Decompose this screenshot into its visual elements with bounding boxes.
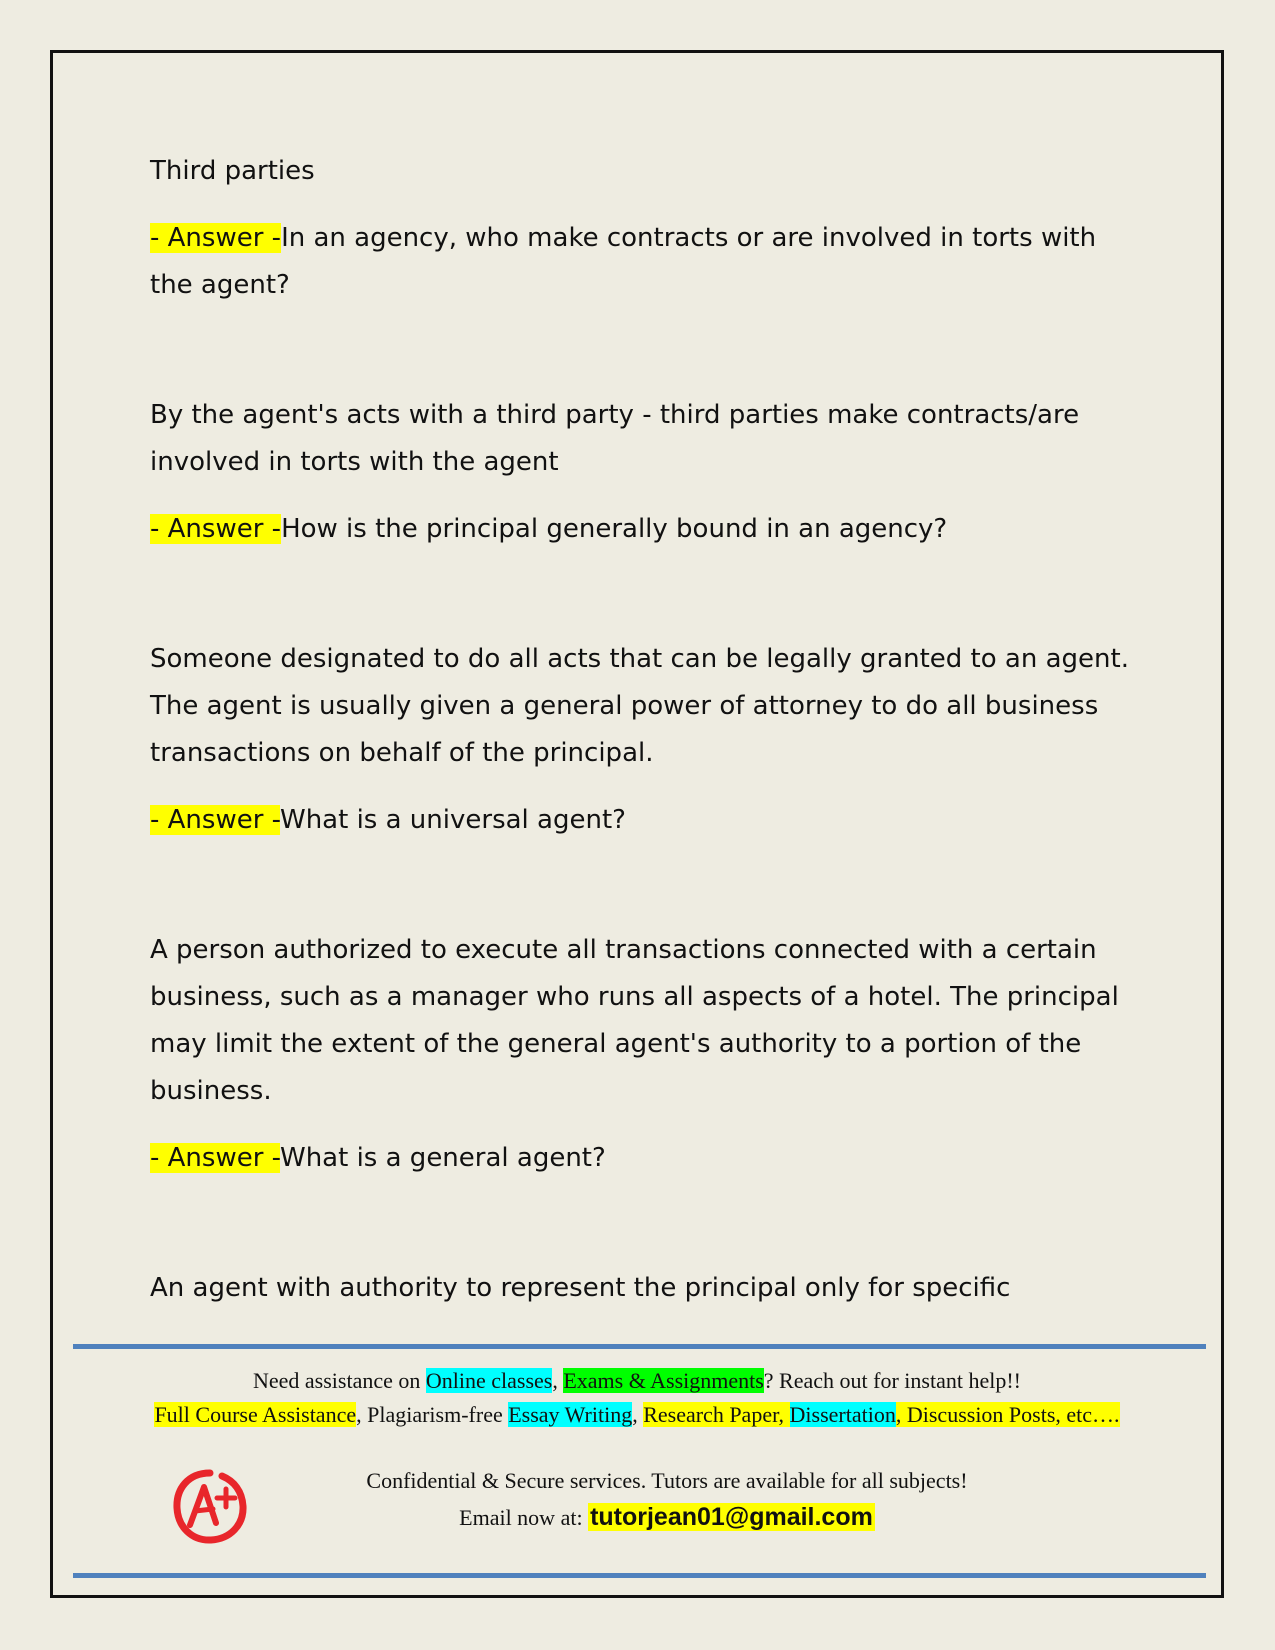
answer-question-4 bbox=[150, 1135, 1130, 1182]
footer-confidential-line: Confidential & Secure services. Tutors are available for all subjects! bbox=[366, 1468, 968, 1493]
footer-top-rule bbox=[73, 1344, 1206, 1349]
term-text: Third parties bbox=[150, 156, 315, 186]
document-body bbox=[150, 148, 1130, 1312]
answer-tag: - Answer - bbox=[150, 1143, 280, 1173]
question-text: In an agency, who make contracts or are involved in torts with the agent? bbox=[150, 223, 1097, 300]
footer-text: , bbox=[632, 1402, 644, 1427]
footer-assistance-line bbox=[50, 1366, 1224, 1396]
discussion-posts-highlight: , Discussion Posts, etc…. bbox=[895, 1402, 1120, 1427]
question-text: What is a universal agent? bbox=[280, 805, 626, 835]
definition-3: A person authorized to execute all transactions connected with a certain business, such as a manager who runs all aspects of a hotel. The principal may limit the extent of the general agent's authority to a portion of the business. bbox=[150, 935, 1119, 1106]
footer-services-line bbox=[50, 1400, 1224, 1430]
answer-question-1 bbox=[150, 215, 1130, 309]
question-text: What is a general agent? bbox=[280, 1143, 606, 1173]
answer-tag: - Answer - bbox=[150, 805, 280, 835]
footer-text: ? Reach out for instant help!! bbox=[763, 1368, 1021, 1393]
question-text: How is the principal generally bound in an agency? bbox=[281, 514, 948, 544]
definition-1: By the agent's acts with a third party - third parties make contracts/are involved in torts with the agent bbox=[150, 400, 1080, 477]
definition-4: An agent with authority to represent the principal only for specific bbox=[150, 1273, 1011, 1303]
footer-text: , Plagiarism-free bbox=[356, 1402, 509, 1427]
footer-bottom-rule bbox=[73, 1573, 1206, 1578]
answer-question-3 bbox=[150, 797, 1130, 844]
answer-tag: - Answer - bbox=[150, 223, 282, 253]
email-label: Email now at: bbox=[459, 1505, 589, 1530]
full-course-highlight: Full Course Assistance bbox=[154, 1402, 357, 1427]
definition-2: Someone designated to do all acts that can be legally granted to an agent. The agent is usually given a general power of attorney to do all business transactions on behalf of the principal. bbox=[150, 644, 1129, 768]
footer-text: , bbox=[552, 1368, 564, 1393]
answer-question-2 bbox=[150, 506, 1130, 553]
footer-email-line bbox=[50, 1500, 1224, 1535]
footer-text: Need assistance on bbox=[252, 1368, 426, 1393]
research-paper-highlight: Research Paper, bbox=[643, 1402, 790, 1427]
exams-highlight: Exams & Assignments bbox=[563, 1368, 764, 1393]
online-classes-highlight: Online classes bbox=[425, 1368, 553, 1393]
email-link[interactable]: tutorjean01@gmail.com bbox=[590, 1503, 873, 1531]
answer-tag: - Answer - bbox=[150, 514, 282, 544]
essay-writing-highlight: Essay Writing bbox=[508, 1402, 633, 1427]
dissertation-highlight: Dissertation bbox=[789, 1402, 896, 1427]
